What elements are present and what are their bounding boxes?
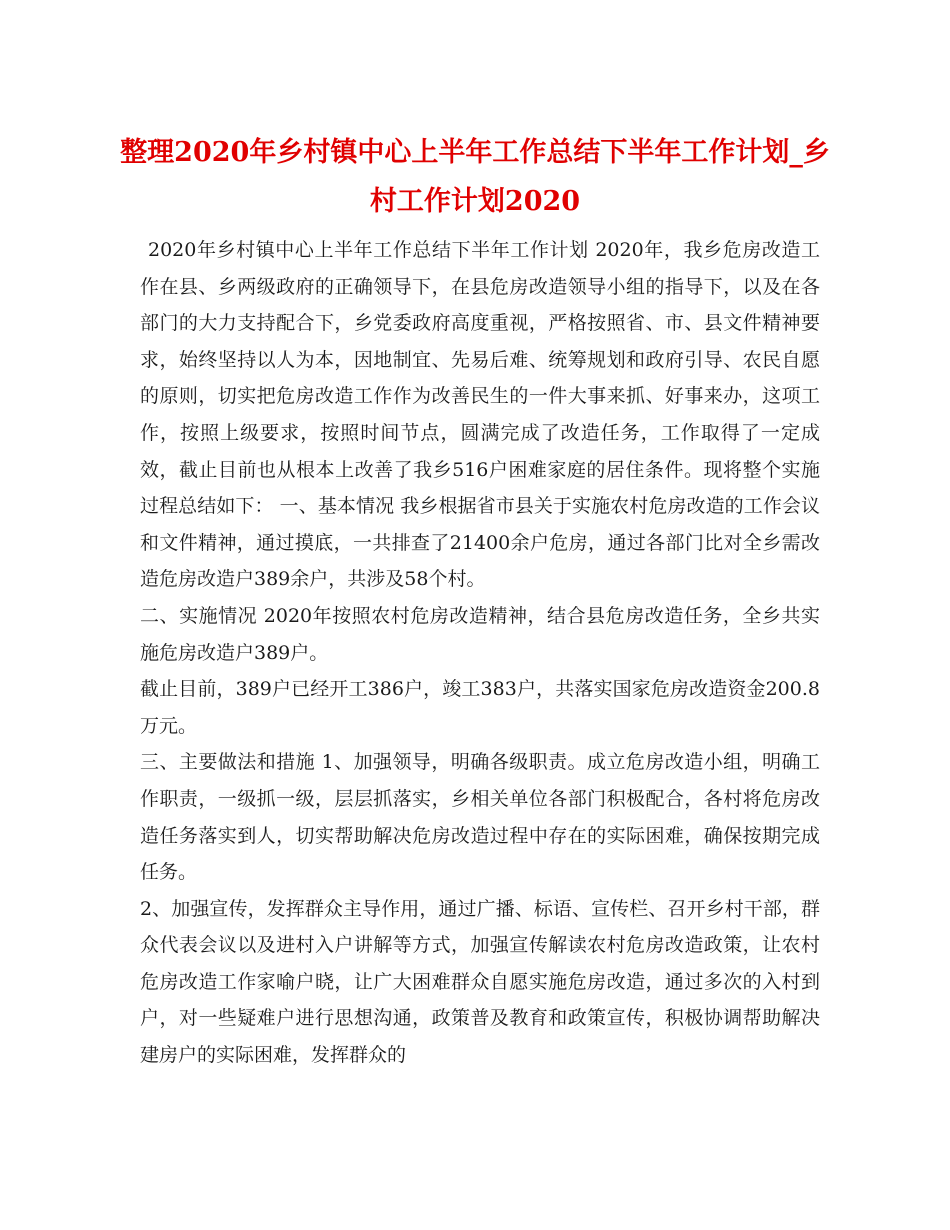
paragraph-implementation: 二、实施情况 2020年按照农村危房改造精神，结合县危房改造任务，全乡共实施危房改造户389户。 xyxy=(140,604,820,664)
paragraph-measures-publicity: 2、加强宣传，发挥群众主导作用，通过广播、标语、宣传栏、召开乡村干部，群众代表会议以及进村入户讲解等方式，加强宣传解读农村危房改造政策，让农村危房改造工作家喻户晓，让广大困难群众自愿实施危房改造，通过多次的入村到户，对一些疑难户进行思想沟通，政策普及教育和政策宣传，积极协调帮助解决建房户的实际困难，发挥群众的 xyxy=(140,897,820,1067)
document-title: 整理2020年乡村镇中心上半年工作总结下半年工作计划_乡村工作计划2020 xyxy=(120,137,830,217)
paragraph-measures-leadership: 三、主要做法和措施 1、加强领导，明确各级职责。成立危房改造小组，明确工作职责，一级抓一级，层层抓落实，乡相关单位各部门积极配合，各村将危房改造任务落实到人，切实帮助解决危房改造过程中存在的实际困难，确保按期完成任务。 xyxy=(140,751,820,884)
document-body xyxy=(140,232,820,1074)
paragraph-intro: 2020年乡村镇中心上半年工作总结下半年工作计划 2020年，我乡危房改造工作在县、乡两级政府的正确领导下，在县危房改造领导小组的指导下，以及在各部门的大力支持配合下，乡党委政府高度重视，严格按照省、市、县文件精神要求，始终坚持以人为本，因地制宜、先易后难、统筹规划和政府引导、农民自愿的原则，切实把危房改造工作作为改善民生的一件大事来抓、好事来办，这项工作，按照上级要求，按照时间节点，圆满完成了改造任务，工作取得了一定成效，截止目前也从根本上改善了我乡516户困难家庭的居住条件。现将整个实施过程总结如下： 一、基本情况 我乡根据省市县关于实施农村危房改造的工作会议和文件精神，通过摸底，一共排查了21400余户危房，通过各部门比对全乡需改造危房改造户389余户，共涉及58个村。 xyxy=(140,239,820,591)
paragraph-progress: 截止目前，389户已经开工386户，竣工383户，共落实国家危房改造资金200.8万元。 xyxy=(140,678,820,737)
